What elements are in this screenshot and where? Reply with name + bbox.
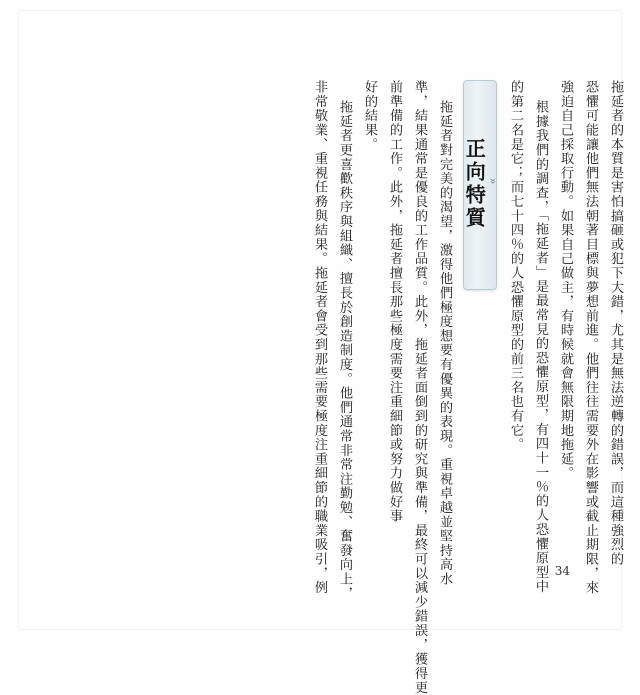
- text-column: 前準備的工作。此外，拖延者擅長那些極度需要注重細節或努力做好事: [387, 80, 402, 524]
- text-column: 根據我們的調查，「拖延者」是最常見的恐懼原型，有四十一％的人恐懼原型中: [533, 100, 548, 594]
- section-heading: [462, 80, 500, 550]
- text-column: 的第二名是它；而七十四％的人恐懼原型的前三名也有它。: [508, 80, 523, 452]
- text-column: 拖延者更喜歡秩序與組織、擅長於創造制度。他們通常非常注勤勉、奮發向上，: [337, 100, 352, 601]
- text-column: 拖延者的本質是害怕搞砸或犯下大錯，尤其是無法逆轉的錯誤，而這種強烈的: [608, 80, 623, 567]
- section-heading-label: 正向特質: [462, 138, 487, 230]
- section-heading-badge: [462, 80, 500, 290]
- text-column: 恐懼可能讓他們無法朝著目標與夢想前進。他們往往需要外在影響或截止期限，來: [583, 80, 598, 595]
- text-column: 非常敬業、重視任務與結果。拖延者會受到那些需要極度注重細節的職業吸引，例: [312, 80, 327, 595]
- chevron-down-icon: »: [486, 177, 500, 185]
- page-surface: [18, 10, 623, 695]
- text-column: 強迫自己採取行動。如果自己做主，有時候就會無限期地拖延。: [558, 80, 573, 481]
- text-column: 拖延者對完美的渴望，激得他們極度想要有優異的表現。重視卓越並堅持高水: [437, 100, 452, 587]
- text-column: 準，結果通常是優良的工作品質。此外，拖延者面倒到的研究與準備，最終可以減少錯誤，獲得更: [412, 80, 427, 695]
- text-column: 好的結果。: [362, 80, 377, 152]
- page-number: 34: [554, 564, 570, 578]
